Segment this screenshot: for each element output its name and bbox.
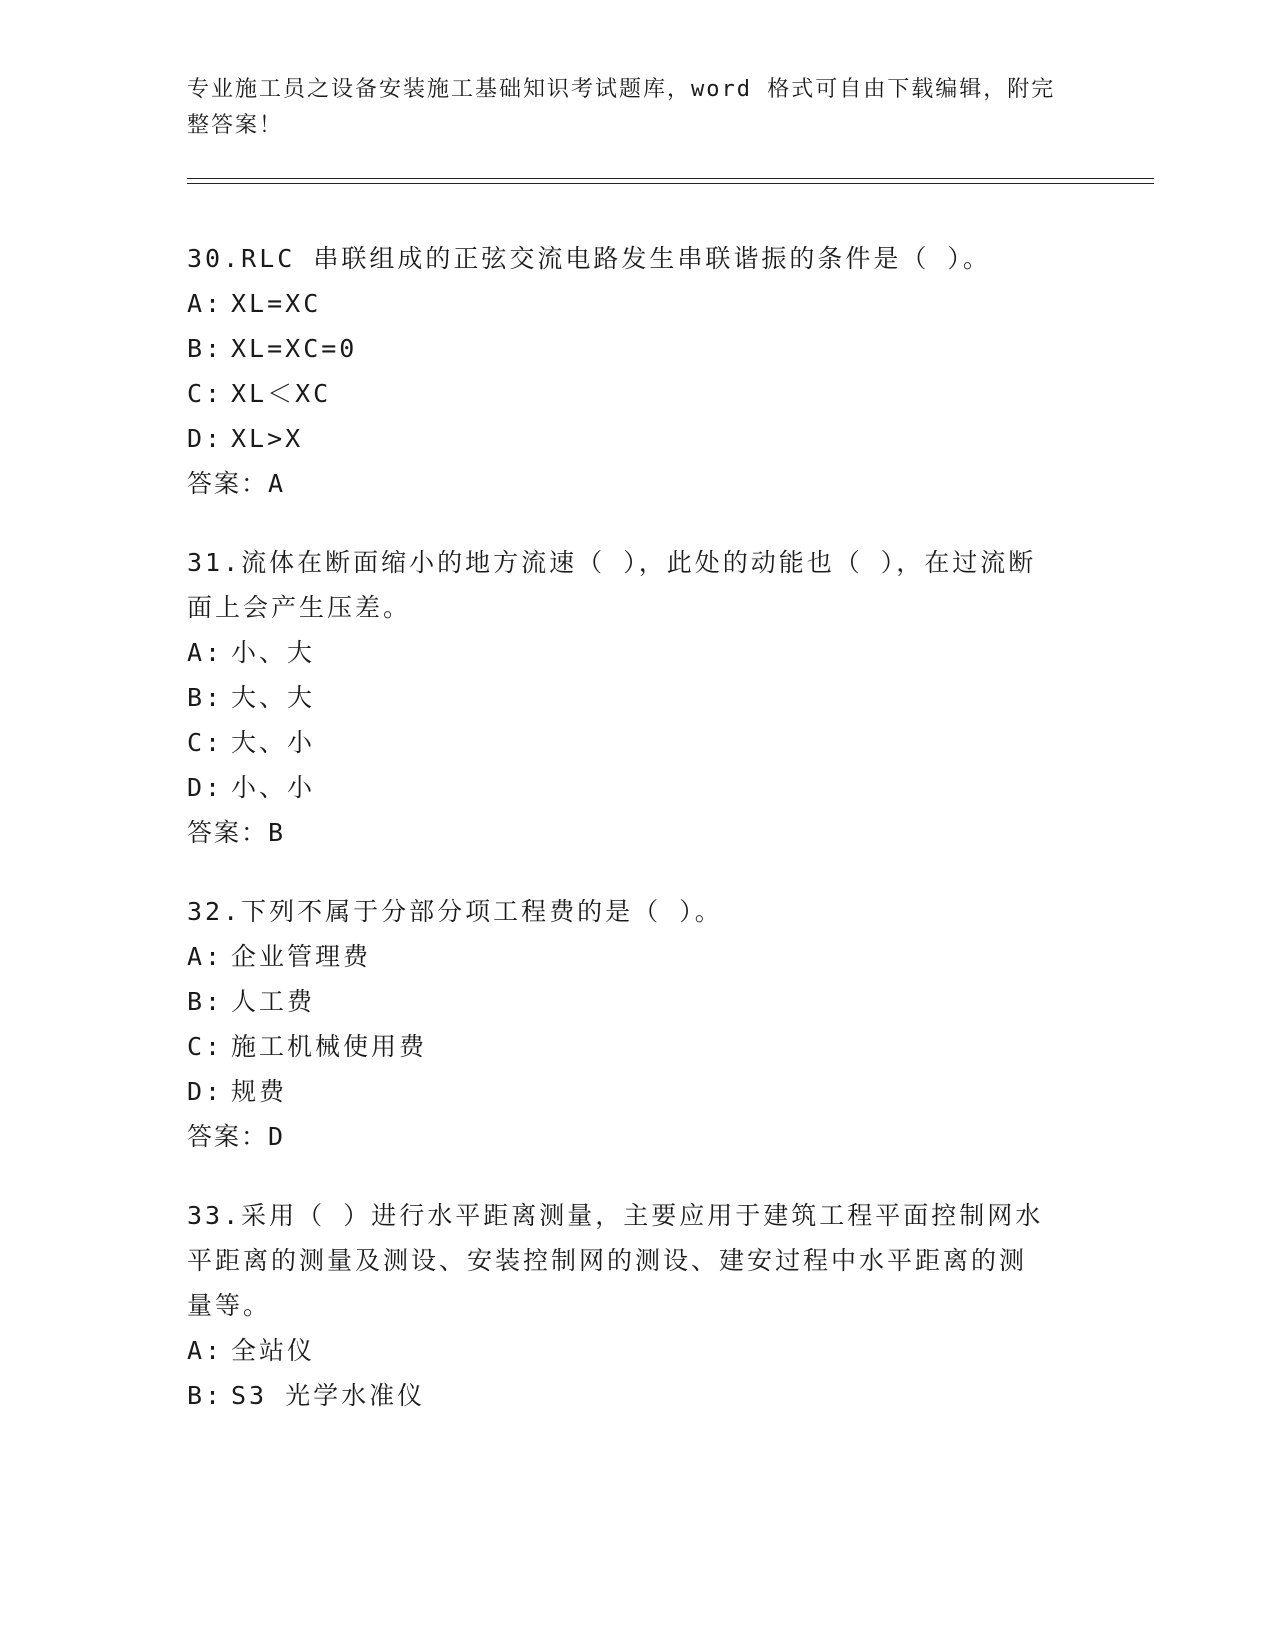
header-line-2: 整答案！ bbox=[187, 113, 284, 138]
option-key: C: bbox=[187, 728, 224, 757]
option-text: 规费 bbox=[231, 1077, 288, 1106]
option-item bbox=[187, 371, 1087, 416]
option-text: 人工费 bbox=[231, 987, 316, 1016]
question-33 bbox=[187, 1193, 1087, 1418]
question-30 bbox=[187, 236, 1087, 506]
option-key: A: bbox=[187, 638, 224, 667]
option-text: XL=XC=0 bbox=[231, 334, 358, 363]
option-key: A: bbox=[187, 942, 224, 971]
option-text: S3 光学水准仪 bbox=[231, 1381, 426, 1410]
question-stem-line: 平距离的测量及测设、安装控制网的测设、建安过程中水平距离的测 bbox=[187, 1246, 1028, 1275]
option-key: B: bbox=[187, 1381, 224, 1410]
header-divider-bottom bbox=[187, 183, 1154, 184]
header-divider-top bbox=[187, 178, 1154, 179]
option-text: XL＜XC bbox=[231, 379, 332, 408]
option-item bbox=[187, 979, 1087, 1024]
option-key: B: bbox=[187, 987, 224, 1016]
question-32 bbox=[187, 889, 1087, 1159]
option-item bbox=[187, 1328, 1087, 1373]
answer-label: 答案：D bbox=[187, 1122, 286, 1151]
option-item bbox=[187, 765, 1087, 810]
question-stem-line: 面上会产生压差。 bbox=[187, 593, 412, 622]
option-key: D: bbox=[187, 773, 224, 802]
option-text: 小、小 bbox=[231, 773, 316, 802]
option-item bbox=[187, 934, 1087, 979]
question-stem-line: 31.流体在断面缩小的地方流速（ ），此处的动能也（ ），在过流断 bbox=[187, 548, 1037, 577]
answer-label: 答案：B bbox=[187, 818, 286, 847]
option-key: A: bbox=[187, 1336, 224, 1365]
question-stem-line: 量等。 bbox=[187, 1291, 272, 1320]
option-text: 企业管理费 bbox=[231, 942, 372, 971]
option-text: XL>X bbox=[231, 424, 304, 453]
option-key: B: bbox=[187, 334, 224, 363]
option-key: A: bbox=[187, 289, 224, 318]
question-stem-line: 32.下列不属于分部分项工程费的是（ ）。 bbox=[187, 897, 723, 926]
option-text: 大、大 bbox=[231, 683, 316, 712]
option-text: 全站仪 bbox=[231, 1336, 316, 1365]
option-key: D: bbox=[187, 424, 224, 453]
option-item bbox=[187, 675, 1087, 720]
option-text: 小、大 bbox=[231, 638, 316, 667]
question-stem-line: 30.RLC 串联组成的正弦交流电路发生串联谐振的条件是（ ）。 bbox=[187, 244, 991, 273]
option-text: 施工机械使用费 bbox=[231, 1032, 428, 1061]
option-item bbox=[187, 630, 1087, 675]
option-key: B: bbox=[187, 683, 224, 712]
option-item bbox=[187, 416, 1087, 461]
header-line-1: 专业施工员之设备安装施工基础知识考试题库，word 格式可自由下载编辑，附完 bbox=[187, 77, 1056, 102]
option-text: XL=XC bbox=[231, 289, 322, 318]
option-text: 大、小 bbox=[231, 728, 316, 757]
option-item bbox=[187, 720, 1087, 765]
option-item bbox=[187, 326, 1087, 371]
option-key: C: bbox=[187, 379, 224, 408]
option-key: D: bbox=[187, 1077, 224, 1106]
question-31 bbox=[187, 540, 1087, 855]
option-item bbox=[187, 1373, 1087, 1418]
option-item bbox=[187, 1069, 1087, 1114]
option-item bbox=[187, 281, 1087, 326]
answer-label: 答案：A bbox=[187, 469, 286, 498]
question-list bbox=[187, 236, 1087, 1452]
option-key: C: bbox=[187, 1032, 224, 1061]
question-stem-line: 33.采用（ ）进行水平距离测量，主要应用于建筑工程平面控制网水 bbox=[187, 1201, 1044, 1230]
document-header bbox=[187, 72, 1067, 144]
option-item bbox=[187, 1024, 1087, 1069]
